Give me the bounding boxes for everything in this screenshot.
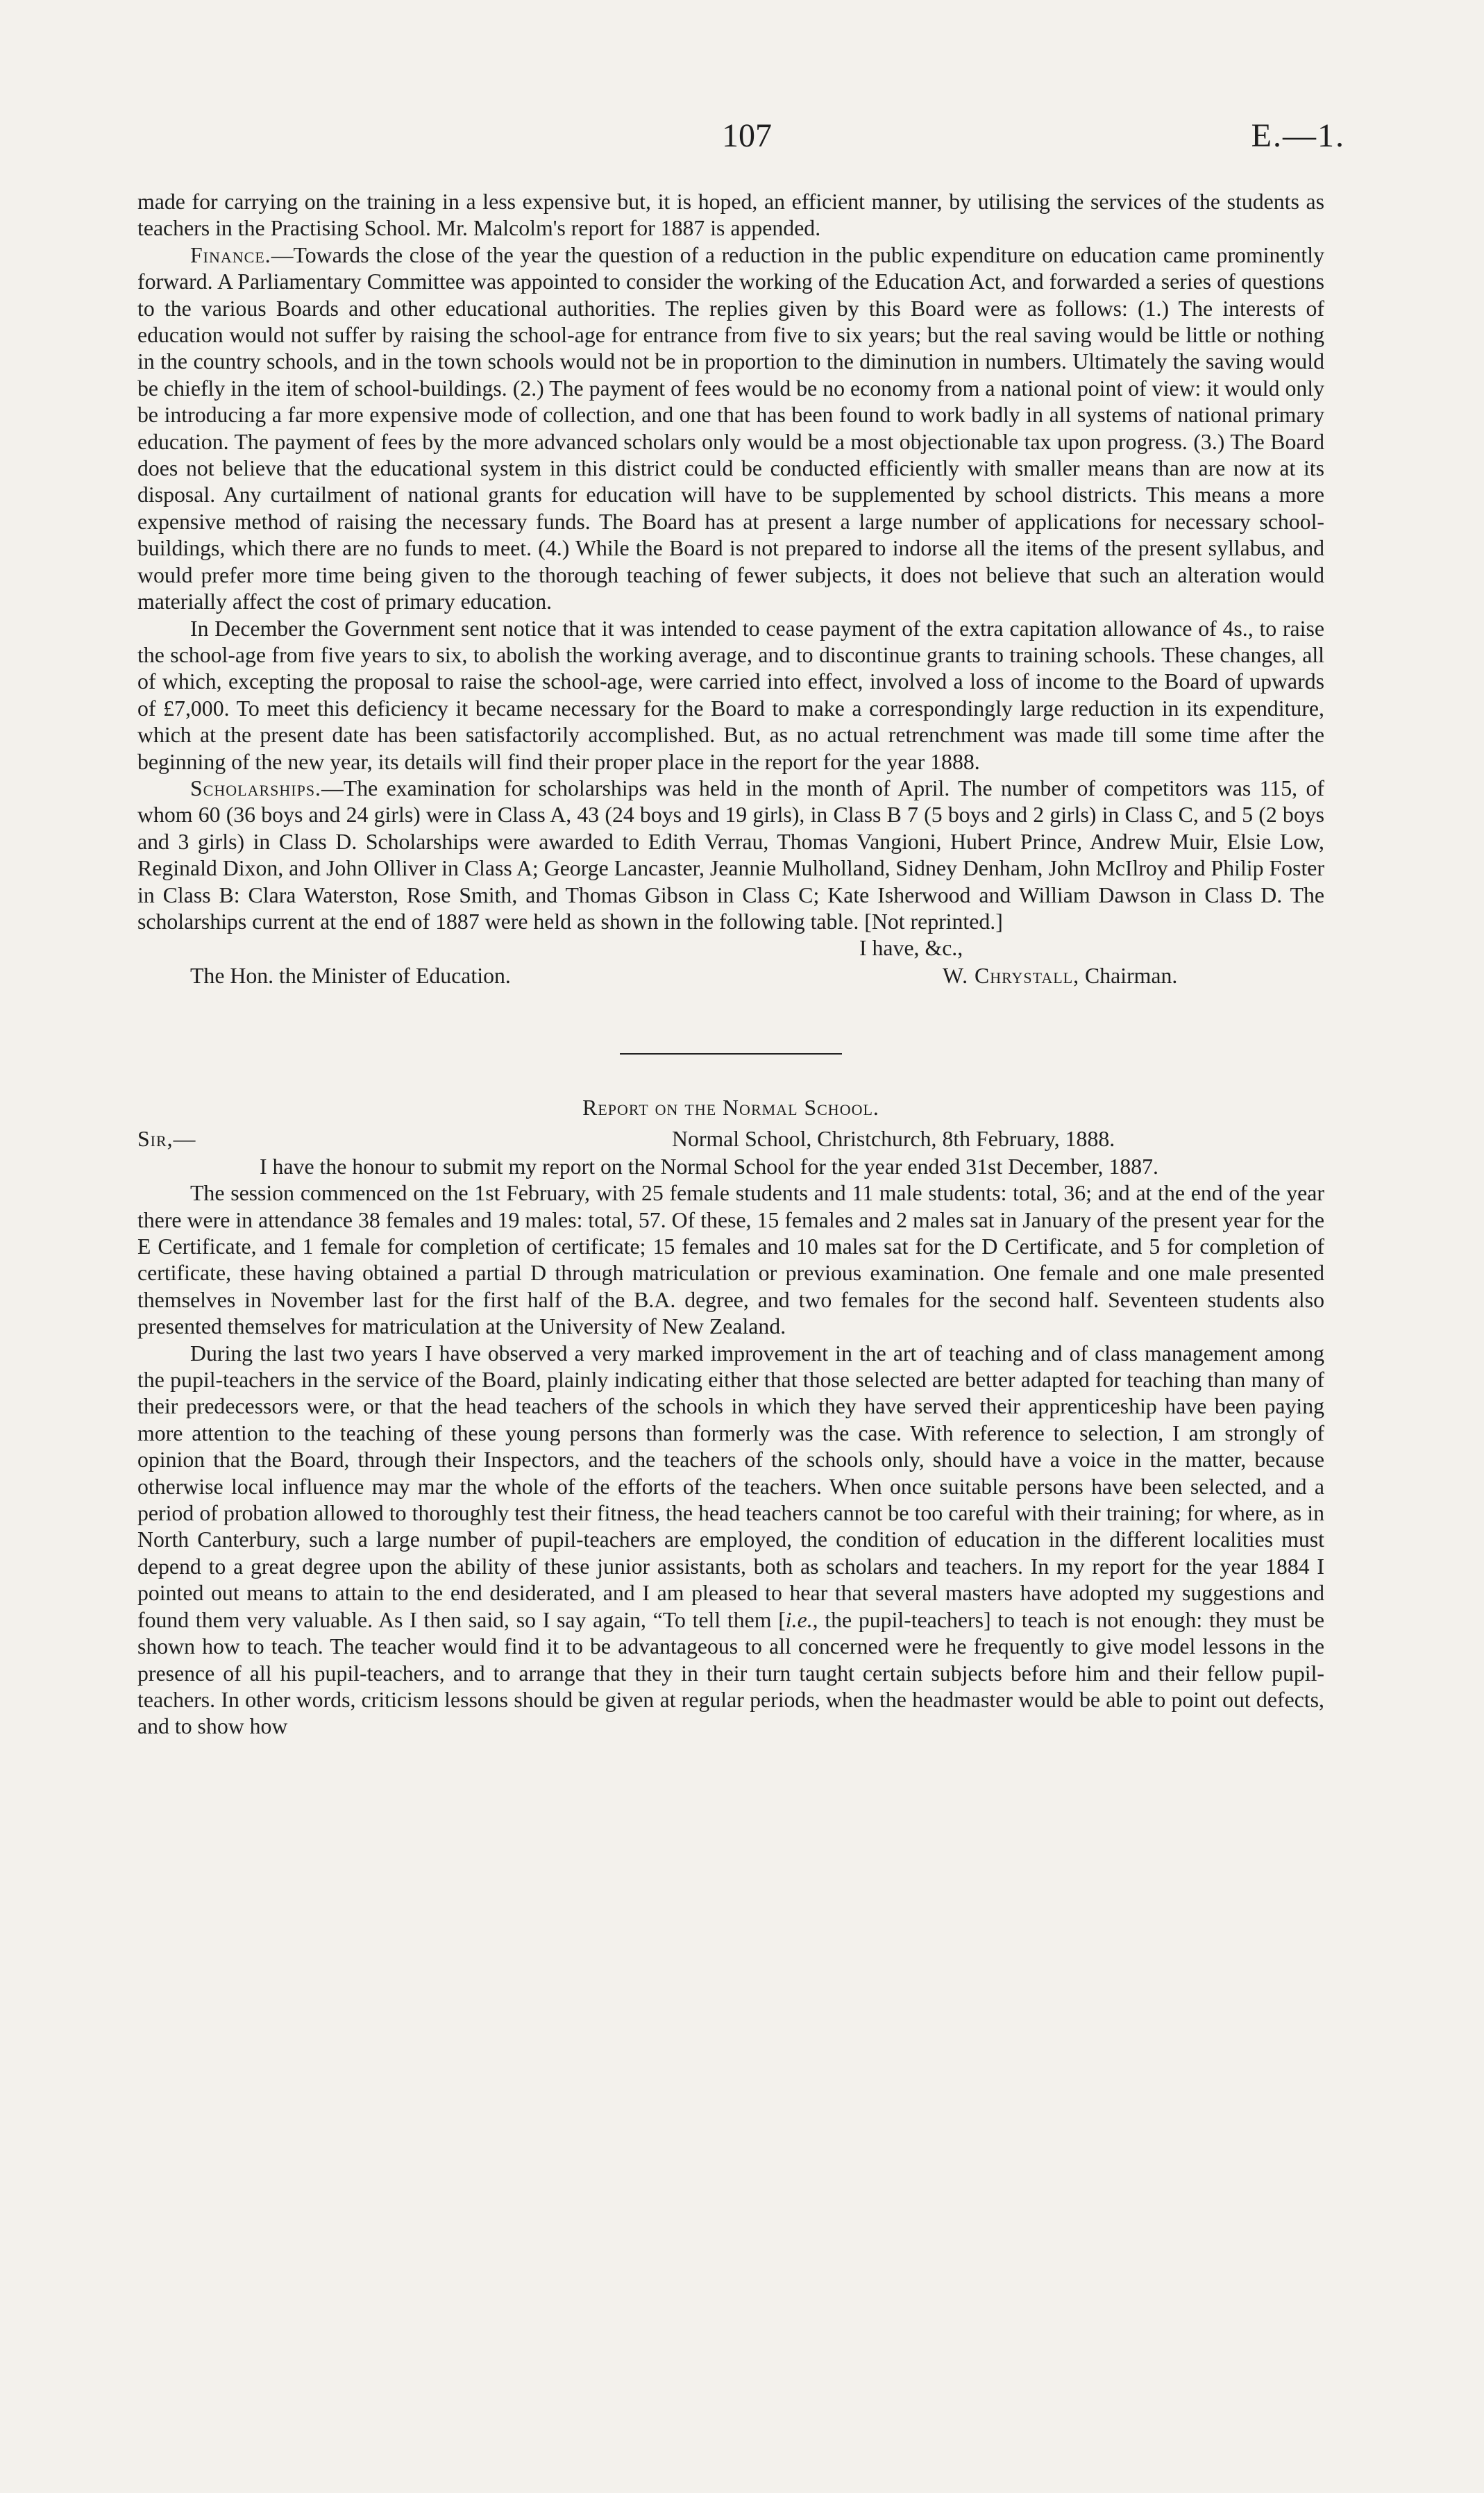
salutation: Sir,— bbox=[137, 1126, 196, 1151]
signoff-block bbox=[137, 935, 1324, 1005]
page-header bbox=[0, 117, 1484, 165]
finance-heading: Finance. bbox=[190, 242, 271, 267]
improvement-ie: i.e. bbox=[785, 1607, 813, 1632]
finance-paragraph bbox=[137, 242, 1324, 616]
scholarships-heading: Scholarships. bbox=[190, 775, 322, 800]
improvement-paragraph bbox=[137, 1341, 1324, 1740]
body-text bbox=[137, 189, 1324, 1740]
intro-paragraph: made for carrying on the training in a less expensive but, it is hoped, an efficient manner, by utilising the services of the students as teachers in the Practising School. Mr. Malcolm's report for 1887 is appended. bbox=[137, 190, 1324, 241]
finance-text: —Towards the close of the year the question of a reduction in the public expenditure on education came prominently forward. A Parliamentary Committee was appointed to consider the working of the Education Act, and forwarded a series of questions to the various Boards and other educational authorities. The replies given by this Board were as follows: (1.) The interests of education would not suffer by raising the school-age for entrance from five to six years; but the real saving would be little or nothing in the country schools, and in the town schools would not be in proportion to the diminution in numbers. Ultimately the saving would be chiefly in the item of school-buildings. (2.) The payment of fees would be no economy from a national point of view: it would only be introducing a far more expensive mode of collection, and one that has been found to work badly in all systems of national primary education. The payment of fees by the more advanced scholars only would be a most objectionable tax upon progress. (3.) The Board does not believe that the educational system in this district could be conducted efficiently with smaller means than are now at its disposal. Any curtailment of national grants for education will have to be supplemented by school districts. This means a more expensive method of raising the necessary funds. The Board has at present a large number of applications for necessary school-buildings, which there are no funds to meet. (4.) While the Board is not prepared to indorse all the items of the present syllabus, and would prefer more time being given to the thorough teaching of fewer subjects, it does not believe that such an alteration would materially affect the cost of primary education. bbox=[137, 242, 1324, 614]
section-divider bbox=[620, 1053, 842, 1055]
report-title: Report on the Normal School. bbox=[582, 1096, 879, 1120]
letter-address: Normal School, Christchurch, 8th February, 1888. bbox=[672, 1126, 1115, 1151]
salutation-line bbox=[137, 1126, 1324, 1154]
december-paragraph: In December the Government sent notice that it was intended to cease payment of the extra capitation allowance of 4s., to raise the school-age from five years to six, to abolish the working average, and to discontinue grants to training schools. These changes, all of which, excepting the proposal to raise the school-age, were carried into effect, involved a loss of income to the Board of upwards of £7,000. To meet this deficiency it became necessary for the Board to make a correspondingly large reduction in its expenditure, which at the present date has been satisfactorily accomplished. But, as no actual retrenchment was made till some time after the beginning of the new year, its details will find their proper place in the report for the year 1888. bbox=[137, 616, 1324, 774]
document-reference: E.—1. bbox=[1251, 117, 1345, 154]
scholarships-text: —The examination for scholarships was held in the month of April. The number of competitors was 115, of whom 60 (36 boys and 24 girls) were in Class A, 43 (24 boys and 19 girls), in Class B 7 (5 boys and 2 girls) in Class C, and 5 (2 boys and 3 girls) in Class D. Scholarships were awarded to Edith Verrau, Thomas Vangioni, Hubert Prince, Andrew Muir, Elsie Low, Reginald Dixon, and John Olliver in Class A; George Lancaster, Jeannie Mulholland, Sidney Denham, John McIlroy and Philip Foster in Class B: Clara Waterston, Rose Smith, and Thomas Gibson in Class C; Kate Isherwood and William Dawson in Class D. The scholarships current at the end of 1887 were held as shown in the following table. [Not reprinted.] bbox=[137, 775, 1324, 934]
recipient: The Hon. the Minister of Education. bbox=[190, 964, 511, 989]
page-number: 107 bbox=[722, 117, 772, 154]
scholarships-paragraph bbox=[137, 775, 1324, 935]
improvement-text-b: , the pupil-teachers] to teach is not enough: they must be shown how to teach. The teacher would find it to be advantageous to all concerned were he frequently to give model lessons in the presence of all his pupil-teachers, and to arrange that they in their turn taught certain subjects before him and their fellow pupil-teachers. In other words, criticism lessons should be given at regular periods, when the headmaster would be able to point out defects, and to show how bbox=[137, 1607, 1324, 1739]
session-paragraph: The session commenced on the 1st February, with 25 female students and 11 male students: total, 36; and at the end of the year there were in attendance 38 females and 19 males: total, 57. Of these, 15 females and 2 males sat in January of the present year for the E Certificate, and 1 female for completion of certificate; 15 females and 10 males sat for the D Certificate, and 5 for completion of certificate, these having obtained a partial D through matriculation or previous examination. One female and one male presented themselves in November last for the first half of the B.A. degree, and two females for the second half. Seventeen students also presented themselves for matriculation at the University of New Zealand. bbox=[137, 1181, 1324, 1339]
report-intro-paragraph: I have the honour to submit my report on the Normal School for the year ended 31st December, 1887. bbox=[260, 1154, 1158, 1179]
improvement-text-a: During the last two years I have observed a very marked improvement in the art of teaching and of class management among the pupil-teachers in the service of the Board, plainly indicating either that those selected are better adapted for teaching than many of their predecessors were, or that the head teachers of the schools in which they have served their apprenticeship have been paying more attention to the teaching of these young persons than formerly was the case. With reference to selection, I am strongly of opinion that the Board, through their Inspectors, and the teachers of the schools only, should have a voice in the matter, because otherwise local influence may mar the whole of the efforts of the teachers. When once suitable persons have been selected, and a period of probation allowed to thoroughly test their fitness, the head teachers cannot be too careful with their training; for where, as in North Canterbury, such a large number of pupil-teachers are employed, the condition of education in the different localities must depend to a great degree upon the ability of these junior assistants, both as scholars and teachers. In my report for the year 1884 I pointed out means to attain to the end desiderated, and I am pleased to hear that several masters have adopted my suggestions and found them very valuable. As I then said, so I say again, “To tell them [ bbox=[137, 1341, 1324, 1632]
signatory-role: Chairman. bbox=[1085, 964, 1178, 989]
signatory-name: W. Chrystall, bbox=[943, 964, 1080, 989]
closing-phrase: I have, &c., bbox=[859, 936, 963, 961]
signatory bbox=[943, 963, 1177, 989]
